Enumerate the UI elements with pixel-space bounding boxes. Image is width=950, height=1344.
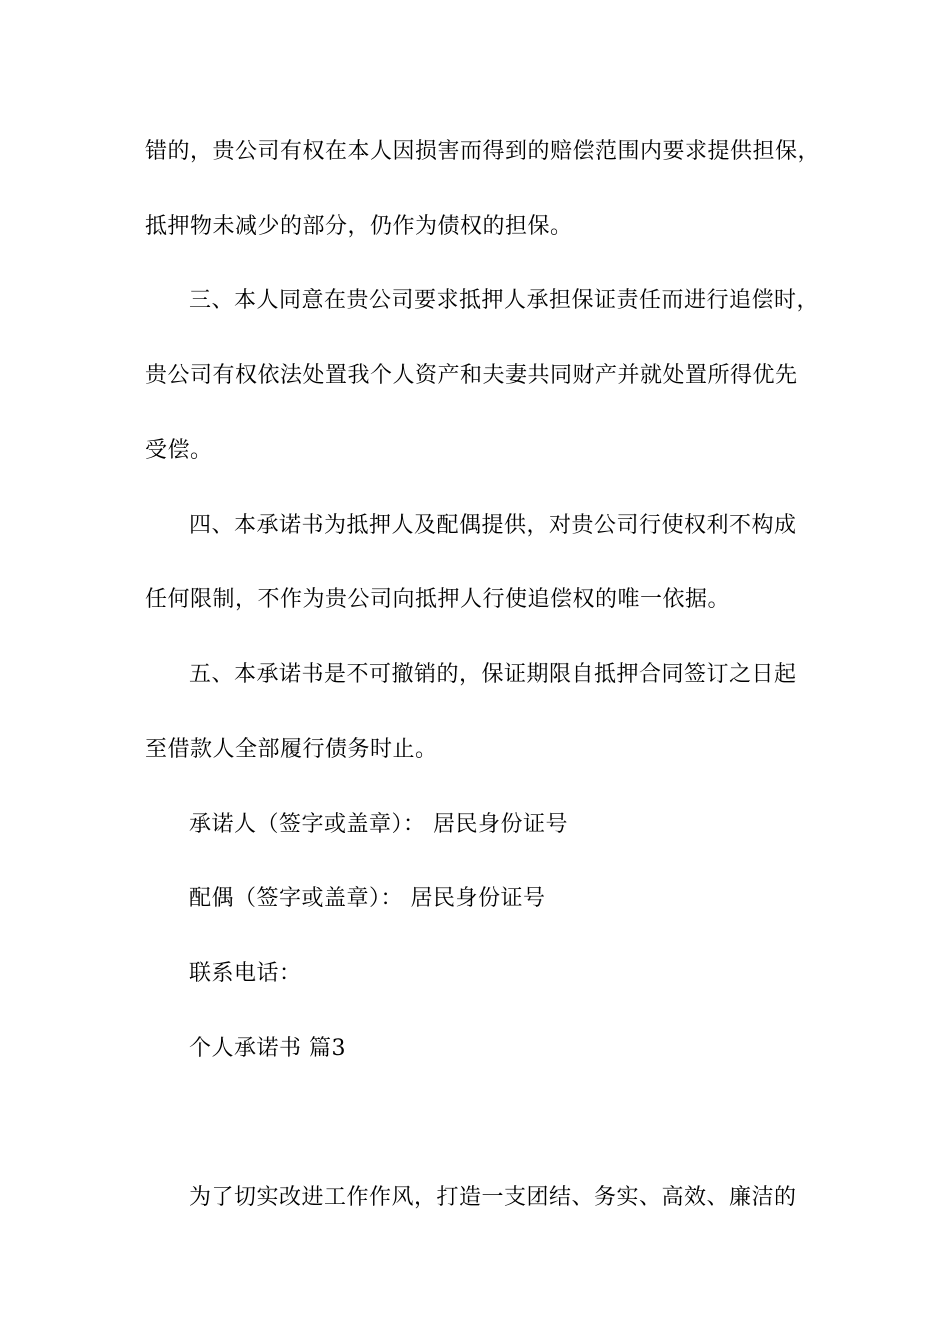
paragraph-line: 受偿。 bbox=[145, 438, 213, 463]
promisor-signature-line: 承诺人（签字或盖章）： 居民身份证号 bbox=[189, 812, 568, 837]
paragraph-line: 至借款人全部履行债务时止。 bbox=[145, 737, 438, 762]
paragraph-line: 任何限制，不作为贵公司向抵押人行使追偿权的唯一依据。 bbox=[145, 587, 731, 612]
contact-phone-line: 联系电话： bbox=[189, 961, 302, 986]
clause-five-line: 五、本承诺书是不可撤销的，保证期限自抵押合同签订之日起 bbox=[189, 662, 797, 687]
spouse-signature-line: 配偶（签字或盖章）： 居民身份证号 bbox=[189, 886, 546, 911]
section-heading: 个人承诺书 篇3 bbox=[189, 1036, 346, 1061]
paragraph-line: 错的，贵公司有权在本人因损害而得到的赔偿范围内要求提供担保， bbox=[145, 139, 821, 164]
clause-four-line: 四、本承诺书为抵押人及配偶提供，对贵公司行使权利不构成 bbox=[189, 513, 797, 538]
paragraph-line: 贵公司有权依法处置我个人资产和夫妻共同财产并就处置所得优先 bbox=[145, 363, 798, 388]
paragraph-line: 为了切实改进工作作风，打造一支团结、务实、高效、廉洁的 bbox=[189, 1185, 797, 1210]
clause-three-line: 三、本人同意在贵公司要求抵押人承担保证责任而进行追偿时， bbox=[189, 288, 820, 313]
paragraph-line: 抵押物未减少的部分，仍作为债权的担保。 bbox=[145, 214, 573, 239]
